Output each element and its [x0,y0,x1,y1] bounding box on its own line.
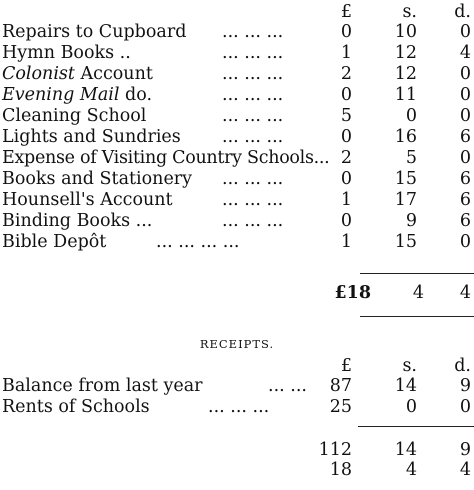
expense-total-rule-top [360,273,474,274]
receipt-row [0,376,474,396]
expense-total-shillings: 4 [412,283,424,303]
receipt-pounds: 87 [329,376,352,396]
expense-pounds: 0 [340,169,352,189]
receipts-total-shillings: 14 [394,440,417,460]
receipt-pounds: 25 [329,397,352,417]
receipt-label: Balance from last year [2,376,203,396]
leader-dots: ... ... ... [222,85,284,105]
expense-row [0,106,474,126]
expense-total-row [0,283,474,303]
expense-pounds: 0 [340,211,352,231]
expense-row [0,43,474,63]
expense-label [2,64,153,84]
expense-label: Expense of Visiting Country Schools... [2,148,330,168]
receipt-row [0,397,474,417]
expense-row [0,64,474,84]
expense-shillings: 11 [394,85,417,105]
pounds-header: £ [340,2,352,22]
receipt-pence: 0 [459,397,471,417]
receipts-heading: RECEIPTS. [199,337,275,351]
receipt-pence: 9 [459,376,471,396]
receipt-shillings: 0 [405,397,417,417]
leader-dots: ... ... ... [222,43,284,63]
expense-label: Lights and Sundries [2,127,181,147]
expense-total-pence: 4 [459,283,471,303]
expense-total-rule-bottom [360,316,474,317]
receipts-total-rule [358,426,474,427]
expense-pence: 4 [459,43,471,63]
expense-label: Books and Stationery [2,169,193,189]
leader-dots: ... ... ... [222,190,284,210]
expense-shillings: 15 [394,169,417,189]
expense-label-italic: Evening Mail [2,85,120,105]
expense-row [0,22,474,42]
leader-dots: ... ... ... ... [156,232,240,252]
receipts-total-row [0,440,474,460]
leader-dots: ... ... [268,376,307,396]
expense-label-italic: Colonist [2,64,75,84]
receipts-subtract-shillings: 4 [405,460,417,480]
expense-pence: 0 [459,106,471,126]
expense-row [0,148,474,168]
receipts-total-pence: 9 [459,440,471,460]
expense-row [0,232,474,252]
expense-pounds: 0 [340,127,352,147]
expense-label: Binding Books ... [2,211,153,231]
expense-label: Bible Depôt [2,232,107,252]
expense-shillings: 12 [394,43,417,63]
shillings-header: s. [402,2,417,22]
expense-pence: 6 [459,169,471,189]
expense-pence: 6 [459,127,471,147]
expense-pence: 0 [459,22,471,42]
expense-label: Hounsell's Account [2,190,173,210]
leader-dots: ... ... ... [222,169,284,189]
leader-dots: ... ... ... [222,64,284,84]
pence-header: d. [454,2,471,22]
expense-pence: 0 [459,232,471,252]
leader-dots: ... ... ... [222,127,284,147]
receipt-shillings: 14 [394,376,417,396]
leader-dots: ... ... ... [222,106,284,126]
receipt-label: Rents of Schools [2,397,150,417]
receipts-header-row [0,356,474,376]
expense-pounds: 1 [340,190,352,210]
expense-row [0,127,474,147]
expense-pounds: 2 [340,148,352,168]
expense-total-pounds: £18 [334,283,371,303]
expense-label-rest: Account [74,64,153,84]
receipts-total-pounds: 112 [318,440,352,460]
expense-pence: 0 [459,148,471,168]
expense-shillings: 12 [394,64,417,84]
receipts-subtract-pence: 4 [459,460,471,480]
expense-label-rest: do. [119,85,153,105]
expense-pounds: 0 [340,22,352,42]
expense-pounds: 1 [340,232,352,252]
expense-pence: 6 [459,211,471,231]
expense-row [0,169,474,189]
expense-pence: 6 [459,190,471,210]
expense-shillings: 10 [394,22,417,42]
expense-shillings: 16 [394,127,417,147]
expense-pounds: 5 [340,106,352,126]
expense-row [0,211,474,231]
expense-shillings: 9 [405,211,417,231]
expense-label [2,85,152,105]
expense-row [0,190,474,210]
leader-dots: ... ... ... [222,211,284,231]
leader-dots: ... ... ... [222,22,284,42]
expenses-header-row [0,2,474,22]
receipts-subtract-row [0,460,474,480]
expense-shillings: 17 [394,190,417,210]
expense-row [0,85,474,105]
pounds-header: £ [340,356,352,376]
expense-pounds: 0 [340,85,352,105]
pence-header: d. [454,356,471,376]
leader-dots: ... ... ... [208,397,270,417]
expense-shillings: 0 [405,106,417,126]
expense-pounds: 1 [340,43,352,63]
expense-pence: 0 [459,85,471,105]
expense-shillings: 5 [405,148,417,168]
expense-label: Repairs to Cupboard [2,22,187,42]
shillings-header: s. [402,356,417,376]
expense-label: Cleaning School [2,106,147,126]
expense-pence: 0 [459,64,471,84]
receipts-subtract-pounds: 18 [329,460,352,480]
expense-pounds: 2 [340,64,352,84]
expense-shillings: 15 [394,232,417,252]
expense-label: Hymn Books .. [2,43,131,63]
